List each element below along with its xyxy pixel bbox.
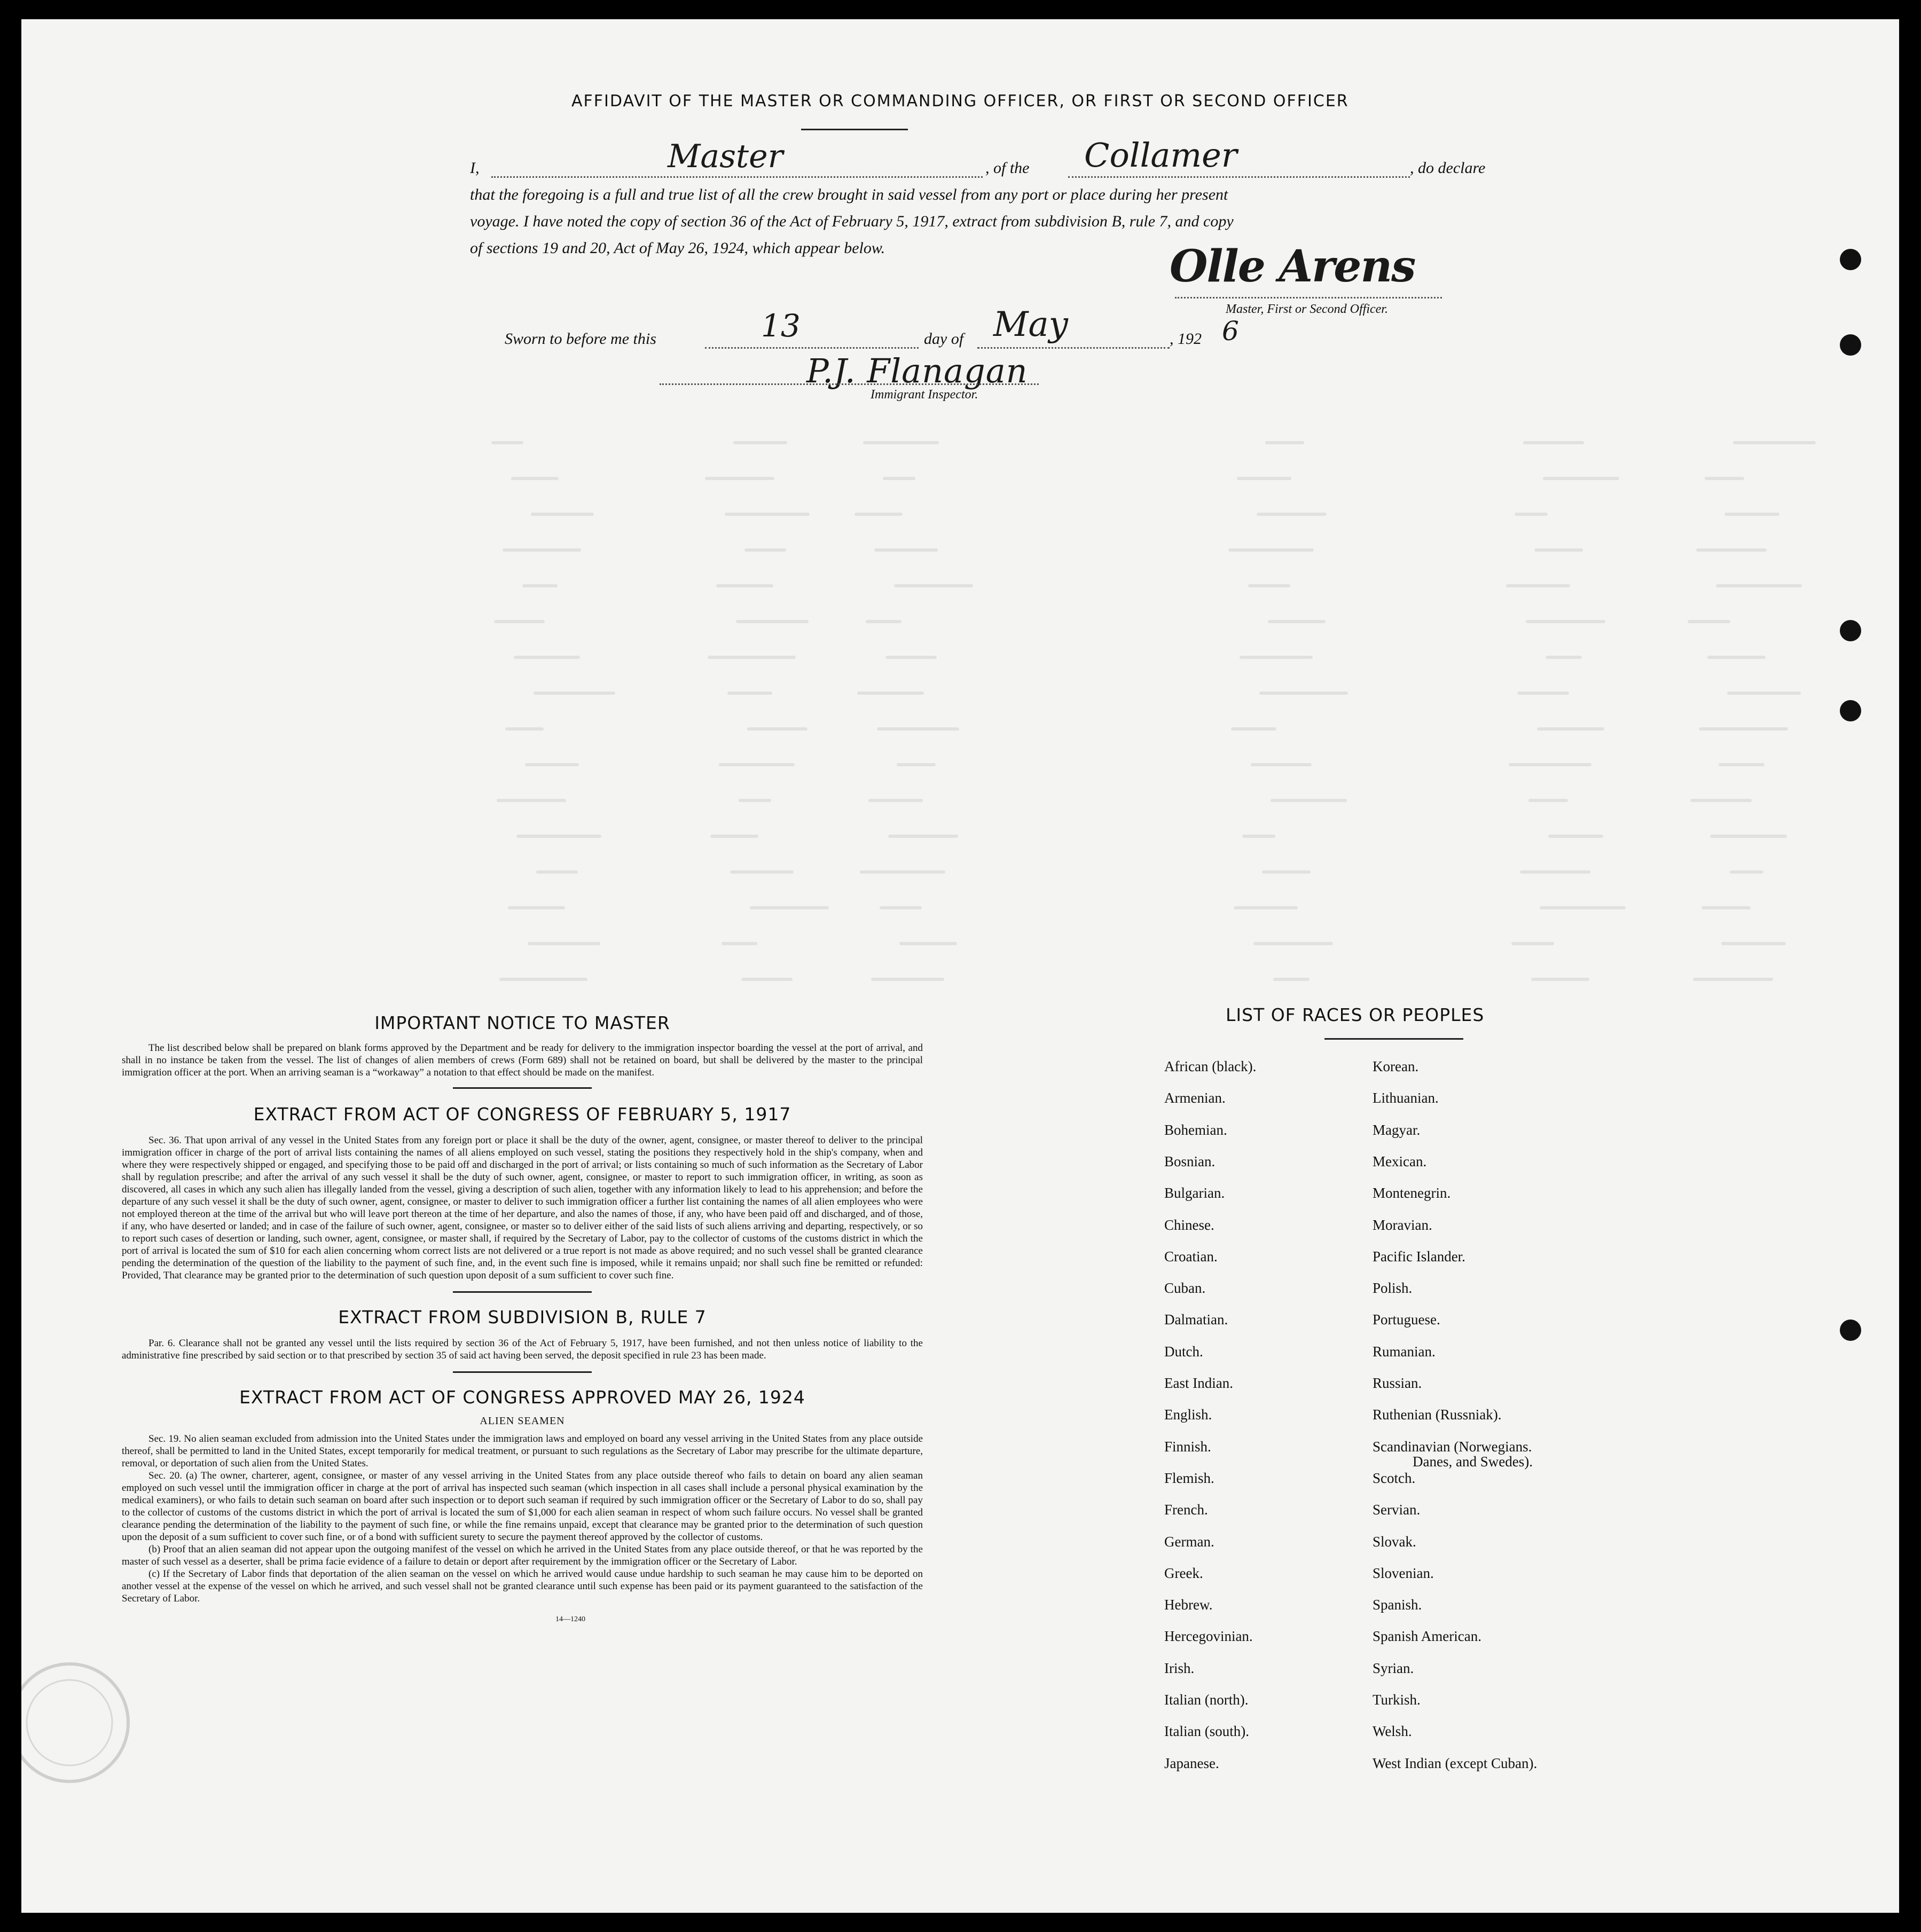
race-item: West Indian (except Cuban). bbox=[1373, 1755, 1538, 1771]
binder-hole bbox=[1840, 1320, 1861, 1341]
bleed-through-mark bbox=[1240, 656, 1313, 659]
bleed-through-mark bbox=[854, 513, 903, 516]
notice-text bbox=[122, 1042, 923, 1079]
bleed-through-mark bbox=[888, 835, 958, 838]
bleed-through-mark bbox=[899, 942, 957, 945]
sec36-paragraph: Sec. 36. That upon arrival of any vessel in the United States from any foreign port or place it shall be the duty of the owner, agent, consignee, or master thereof to deliver to the principal immigration officer in charge of the port of arrival lists containing the names of all aliens employed on such vessel, stating the positions they respectively hold in the ship's company, when and where they were respectively shipped or engaged, and specifying those to be paid off and discharged in the port of arrival; or lists containing so much of such information as the Secretary of Labor shall by regulation prescribe; and after the arrival of any such vessel it shall be the duty of such owner, agent, consignee, or master to report to such immigration officer, in writing, as soon as discovered, all cases in which any such alien has illegally landed from the vessel, giving a description of such alien, together with any information likely to lead to his apprehension; and before the departure of any such vessel it shall be the duty of such owner, agent, consignee, or master to deliver to such immigration officer a further list containing the names of all alien employees who were not employed thereon at the time of the arrival but who will leave port thereon at the time of her departure, and also the names of those, if any, who have been paid off and discharged, and of those, if any, who have deserted or landed; and in case of the failure of such owner, agent, consignee, or master so to deliver either of the said lists of such aliens arriving and departing, respectively, or so to report such cases of desertion or landing, such owner, agent, consignee, or master shall, if required by the Secretary of Labor, pay to the collector of customs of the customs district in which the port of arrival is located the sum of $10 for each alien concerning whom correct lists are not delivered or a true report is not made as above required; and no such vessel shall be granted clearance pending the determination of the question of the liability to the payment of such fine, and, in the event such fine is imposed, while it remains unpaid; nor shall such fine be remitted or refunded: Provided, That clearance may be granted prior to the determination of such question upon deposit of a sum sufficient to cover such fine. bbox=[122, 1135, 923, 1281]
binder-hole bbox=[1840, 700, 1861, 721]
race-item: Cuban. bbox=[1164, 1280, 1206, 1297]
sworn-label: Sworn to before me this bbox=[505, 330, 656, 348]
bleed-through-mark bbox=[705, 477, 774, 480]
race-item: Spanish. bbox=[1373, 1597, 1422, 1613]
i-label: I, bbox=[470, 159, 480, 177]
bleed-through-mark bbox=[1543, 477, 1619, 480]
bleed-through-mark bbox=[883, 477, 915, 480]
bleed-through-mark bbox=[708, 656, 796, 659]
bleed-through-mark bbox=[1702, 906, 1751, 909]
race-item: East Indian. bbox=[1164, 1375, 1233, 1391]
day-of-label: day of bbox=[924, 330, 964, 348]
race-item: Syrian. bbox=[1373, 1660, 1414, 1676]
bleed-through-mark bbox=[1526, 620, 1605, 623]
race-item: Japanese. bbox=[1164, 1755, 1219, 1771]
bleed-through-mark bbox=[491, 441, 523, 444]
bleed-through-mark bbox=[536, 870, 578, 874]
race-item: Ruthenian (Russniak). bbox=[1373, 1407, 1502, 1423]
race-item-continuation: Danes, and Swedes). bbox=[1413, 1453, 1533, 1470]
race-item: French. bbox=[1164, 1502, 1208, 1518]
bleed-through-mark bbox=[880, 906, 922, 909]
bleed-through-mark bbox=[1248, 584, 1290, 587]
bleed-through-mark bbox=[1259, 692, 1348, 695]
race-item: Hebrew. bbox=[1164, 1597, 1213, 1613]
race-item: Hercegovinian. bbox=[1164, 1628, 1253, 1645]
bleed-through-mark bbox=[1710, 835, 1787, 838]
race-item: Croatian. bbox=[1164, 1248, 1218, 1265]
race-item: African (black). bbox=[1164, 1058, 1257, 1074]
master-signature-line bbox=[1175, 292, 1442, 299]
race-item: Dutch. bbox=[1164, 1343, 1203, 1360]
race-item: Italian (north). bbox=[1164, 1692, 1249, 1708]
race-item: Flemish. bbox=[1164, 1470, 1214, 1486]
bleed-through-mark bbox=[863, 441, 939, 444]
bleed-through-mark bbox=[750, 906, 829, 909]
bleed-through-mark bbox=[733, 441, 787, 444]
master-name-handwritten: Master bbox=[668, 138, 783, 175]
bleed-through-mark bbox=[528, 942, 600, 945]
race-item: Armenian. bbox=[1164, 1090, 1226, 1106]
race-item: Slovenian. bbox=[1373, 1565, 1434, 1581]
bleed-through-mark bbox=[1234, 906, 1298, 909]
races-rule bbox=[1324, 1038, 1463, 1040]
bleed-through-mark bbox=[1705, 477, 1744, 480]
affidavit-line-3: voyage. I have noted the copy of section 36 of the Act of February 5, 1917, extract from subdivision B, rule 7, and copy bbox=[470, 213, 1234, 230]
title-rule bbox=[801, 129, 908, 130]
bleed-through-mark bbox=[1716, 584, 1802, 587]
master-caption: Master, First or Second Officer. bbox=[1226, 302, 1388, 316]
bleed-through-mark bbox=[1251, 763, 1312, 766]
of-the-label: , of the bbox=[985, 159, 1030, 177]
race-item: Pacific Islander. bbox=[1373, 1248, 1465, 1265]
race-item: Bulgarian. bbox=[1164, 1185, 1225, 1201]
affidavit-title: AFFIDAVIT OF THE MASTER OR COMMANDING OFFICER, OR FIRST OR SECOND OFFICER bbox=[571, 92, 1349, 111]
race-item: Turkish. bbox=[1373, 1692, 1421, 1708]
bleed-through-mark bbox=[1511, 942, 1554, 945]
bleed-through-mark bbox=[531, 513, 594, 516]
notice-paragraph: The list described below shall be prepared on blank forms approved by the Department and be ready for delivery to the immigration inspector boarding the vessel at the port of arrival, and shall in no instance be taken from the vessel. The list of changes of alien members of crews (Form 689) shall not be retained on board, but shall be delivered by the master to the principal immigration officer at the port. When an arriving seaman is a “workaway” a notation to that effect should be made on the manifest. bbox=[122, 1042, 923, 1078]
vessel-name-handwritten: Collamer bbox=[1084, 136, 1237, 175]
bleed-through-mark bbox=[1688, 620, 1730, 623]
race-item: German. bbox=[1164, 1533, 1214, 1550]
bleed-through-mark bbox=[1699, 727, 1788, 731]
race-item: Russian. bbox=[1373, 1375, 1422, 1391]
binder-hole bbox=[1840, 334, 1861, 356]
bleed-through-mark bbox=[874, 548, 938, 552]
extract-rule7-title: EXTRACT FROM SUBDIVISION B, RULE 7 bbox=[338, 1307, 707, 1328]
bleed-through-mark bbox=[503, 548, 581, 552]
race-item: Italian (south). bbox=[1164, 1723, 1249, 1740]
binder-hole bbox=[1840, 249, 1861, 270]
document-page bbox=[21, 19, 1899, 1913]
extract-1924-text bbox=[122, 1433, 923, 1605]
bleed-through-mark bbox=[511, 477, 559, 480]
bleed-through-mark bbox=[885, 656, 937, 659]
race-item: Magyar. bbox=[1373, 1121, 1421, 1138]
extract-rule7-text bbox=[122, 1337, 923, 1362]
bleed-through-mark bbox=[1546, 656, 1582, 659]
alien-seamen-subtitle: ALIEN SEAMEN bbox=[480, 1415, 565, 1427]
section-rule bbox=[453, 1087, 592, 1089]
bleed-through-mark bbox=[1724, 513, 1779, 516]
inspector-signature: P.J. Flanagan bbox=[806, 351, 1028, 390]
bleed-through-mark bbox=[1727, 692, 1801, 695]
bleed-through-mark bbox=[1268, 620, 1326, 623]
bleed-through-mark bbox=[1707, 656, 1766, 659]
bleed-through-mark bbox=[1242, 835, 1275, 838]
race-item: Irish. bbox=[1164, 1660, 1195, 1676]
bleed-through-mark bbox=[1515, 513, 1548, 516]
bleed-through-mark bbox=[877, 727, 959, 731]
bleed-through-mark bbox=[1506, 584, 1570, 587]
left-column bbox=[122, 1012, 923, 1624]
year-label: , 192 bbox=[1170, 330, 1202, 348]
bleed-through-mark bbox=[897, 763, 936, 766]
bleed-through-mark bbox=[508, 906, 565, 909]
race-item: Scandinavian (Norwegians. bbox=[1373, 1438, 1532, 1455]
bleed-through-mark bbox=[1693, 978, 1773, 981]
sec19-paragraph: Sec. 19. No alien seaman excluded from admission into the United States under the immigration laws and employed on board any vessel arriving in the United States from any place outside thereof, shall be permitted to land in the United States, except temporarily for medical treatment, or pursuant to such regulations as the Secretary of Labor may prescribe for the ultimate departure, removal, or deportation of such alien from the United States. bbox=[122, 1433, 923, 1469]
sworn-day-handwritten: 13 bbox=[761, 308, 801, 344]
bleed-through-mark bbox=[516, 835, 601, 838]
bleed-through-mark bbox=[494, 620, 545, 623]
race-item: Dalmatian. bbox=[1164, 1311, 1228, 1328]
bleed-through-mark bbox=[505, 727, 544, 731]
bleed-through-mark bbox=[1271, 799, 1347, 802]
race-item: Servian. bbox=[1373, 1502, 1421, 1518]
extract-1917-text bbox=[122, 1134, 923, 1282]
bleed-through-mark bbox=[747, 727, 807, 731]
bleed-through-mark bbox=[1517, 692, 1569, 695]
race-item: Finnish. bbox=[1164, 1438, 1211, 1455]
inspector-signature-line bbox=[660, 378, 1039, 385]
bleed-through-mark bbox=[1537, 727, 1604, 731]
bleed-through-mark bbox=[1523, 441, 1584, 444]
race-item: Chinese. bbox=[1164, 1216, 1214, 1233]
race-item: Lithuanian. bbox=[1373, 1090, 1439, 1106]
bleed-through-mark bbox=[868, 799, 923, 802]
race-item: Rumanian. bbox=[1373, 1343, 1436, 1360]
race-item: Bohemian. bbox=[1164, 1121, 1227, 1138]
section-rule bbox=[453, 1371, 592, 1373]
bleed-through-mark bbox=[894, 584, 973, 587]
race-item: Welsh. bbox=[1373, 1723, 1412, 1740]
sec20a-paragraph: Sec. 20. (a) The owner, charterer, agent, consignee, or master of any vessel arriving in the United States from any place outside thereof who fails to detain on board any alien seaman employed on such vessel until the immigration officer in charge at the port of arrival has inspected such seaman (which inspection in all cases shall include a personal physical examination by the medical examiners), or who fails to detain such seaman on board after such inspection or to deport such seaman if required by such immigration officer or the Secretary of Labor to do so, shall pay to the collector of customs of the customs district in which the port of arrival is located the sum of $1,000 for each alien seaman in respect of whom such failure occurs. No vessel shall be granted clearance pending the determination of the liability to the payment of such fine, or while the fine remains unpaid, except that clearance may be granted prior to the determination of such question upon the deposit of a sum sufficient to cover such fine, or of a bond with sufficient surety to secure the payment thereof approved by the collector of customs. bbox=[122, 1470, 923, 1543]
bleed-through-mark bbox=[1231, 727, 1276, 731]
sec20c-paragraph: (c) If the Secretary of Labor finds that deportation of the alien seaman on the vessel on which he arrived would cause undue hardship to such seaman he may cause him to be deported on another vessel at the expense of the vessel on which he arrived, and such vessel shall not be granted clearance until such expense has been paid or its payment guaranteed to the satisfaction of the Secretary of Labor. bbox=[122, 1568, 923, 1604]
bleed-through-mark bbox=[499, 978, 587, 981]
bleed-through-mark bbox=[866, 620, 901, 623]
year-handwritten: 6 bbox=[1222, 316, 1239, 347]
bleed-through-mark bbox=[1509, 763, 1591, 766]
bleed-through-mark bbox=[525, 763, 579, 766]
sworn-day-line bbox=[705, 334, 919, 349]
bleed-through-mark bbox=[1721, 942, 1786, 945]
bleed-through-mark bbox=[736, 620, 809, 623]
race-item: Montenegrin. bbox=[1373, 1185, 1451, 1201]
bleed-through-mark bbox=[719, 763, 795, 766]
sec20b-paragraph: (b) Proof that an alien seaman did not appear upon the outgoing manifest of the vessel on which he arrived in the United States from any place outside thereof, or that he was reported by the master of such vessel as a deserter, shall be prima facie evidence of a failure to detain or deport after requirement by the immigration officer or the Secretary of Labor. bbox=[122, 1544, 923, 1567]
inspector-caption: Immigrant Inspector. bbox=[871, 388, 978, 402]
bleed-through-mark bbox=[1253, 942, 1333, 945]
extract-1924-title: EXTRACT FROM ACT OF CONGRESS APPROVED MAY 26, 1924 bbox=[239, 1387, 805, 1408]
bleed-through-mark bbox=[1548, 835, 1603, 838]
bleed-through-mark bbox=[739, 799, 771, 802]
race-item: Bosnian. bbox=[1164, 1153, 1216, 1169]
sworn-month-handwritten: May bbox=[993, 305, 1068, 344]
bleed-through-mark bbox=[1520, 870, 1590, 874]
bleed-through-mark bbox=[1540, 906, 1626, 909]
section-rule bbox=[453, 1291, 592, 1293]
bleed-through-mark bbox=[744, 548, 786, 552]
form-number: 14—1240 bbox=[555, 1615, 585, 1623]
bleed-through-mark bbox=[1273, 978, 1310, 981]
bleed-through-mark bbox=[497, 799, 566, 802]
par6-paragraph: Par. 6. Clearance shall not be granted any vessel until the lists required by section 36 of the Act of February 5, 1917, have been furnished, and not then unless notice of liability to the administrative fine prescribed by said section or to that prescribed by section 35 of said act having been served, the deposit specified in rule 23 has been made. bbox=[122, 1338, 923, 1361]
bleed-through-mark bbox=[1534, 548, 1583, 552]
race-item: Korean. bbox=[1373, 1058, 1419, 1074]
race-item: Greek. bbox=[1164, 1565, 1203, 1581]
bleed-through-mark bbox=[857, 692, 924, 695]
binder-hole bbox=[1840, 620, 1861, 641]
race-item: Moravian. bbox=[1373, 1216, 1432, 1233]
do-declare-label: , do declare bbox=[1410, 159, 1486, 177]
bleed-through-mark bbox=[871, 978, 944, 981]
bleed-through-mark bbox=[730, 870, 794, 874]
master-signature: Olle Arens bbox=[1170, 241, 1415, 292]
bleed-through-mark bbox=[522, 584, 558, 587]
bleed-through-mark bbox=[1719, 763, 1765, 766]
bleed-through-mark bbox=[1690, 799, 1752, 802]
race-item: Portuguese. bbox=[1373, 1311, 1440, 1328]
bleed-through-mark bbox=[722, 942, 757, 945]
bleed-through-mark bbox=[716, 584, 773, 587]
bleed-through-mark bbox=[860, 870, 945, 874]
bleed-through-mark bbox=[1531, 978, 1589, 981]
bleed-through-mark bbox=[741, 978, 793, 981]
race-item: Scotch. bbox=[1373, 1470, 1416, 1486]
race-item: Mexican. bbox=[1373, 1153, 1427, 1169]
bleed-through-mark bbox=[1696, 548, 1767, 552]
races-title: LIST OF RACES OR PEOPLES bbox=[1226, 1004, 1485, 1025]
affidavit-line-2: that the foregoing is a full and true list of all the crew brought in said vessel from any port or place during her present bbox=[470, 186, 1228, 203]
bleed-through-mark bbox=[1237, 477, 1291, 480]
notice-title: IMPORTANT NOTICE TO MASTER bbox=[374, 1012, 670, 1033]
bleed-through-mark bbox=[1733, 441, 1816, 444]
bleed-through-mark bbox=[1265, 441, 1304, 444]
bleed-through-mark bbox=[725, 513, 810, 516]
faint-stamp bbox=[21, 1653, 139, 1792]
race-item: English. bbox=[1164, 1407, 1212, 1423]
race-item: Polish. bbox=[1373, 1280, 1413, 1297]
bleed-through-mark bbox=[514, 656, 580, 659]
affidavit-line-4: of sections 19 and 20, Act of May 26, 1924, which appear below. bbox=[470, 239, 885, 257]
race-item: Spanish American. bbox=[1373, 1628, 1481, 1645]
race-item: Slovak. bbox=[1373, 1533, 1416, 1550]
extract-1917-title: EXTRACT FROM ACT OF CONGRESS OF FEBRUARY 5, 1917 bbox=[253, 1104, 791, 1125]
bleed-through-mark bbox=[1730, 870, 1763, 874]
bleed-through-mark bbox=[1262, 870, 1311, 874]
bleed-through-mark bbox=[1228, 548, 1314, 552]
bleed-through-mark bbox=[727, 692, 772, 695]
bleed-through-mark bbox=[710, 835, 758, 838]
bleed-through-mark bbox=[534, 692, 615, 695]
bleed-through-mark bbox=[1257, 513, 1327, 516]
bleed-through-mark bbox=[1528, 799, 1568, 802]
